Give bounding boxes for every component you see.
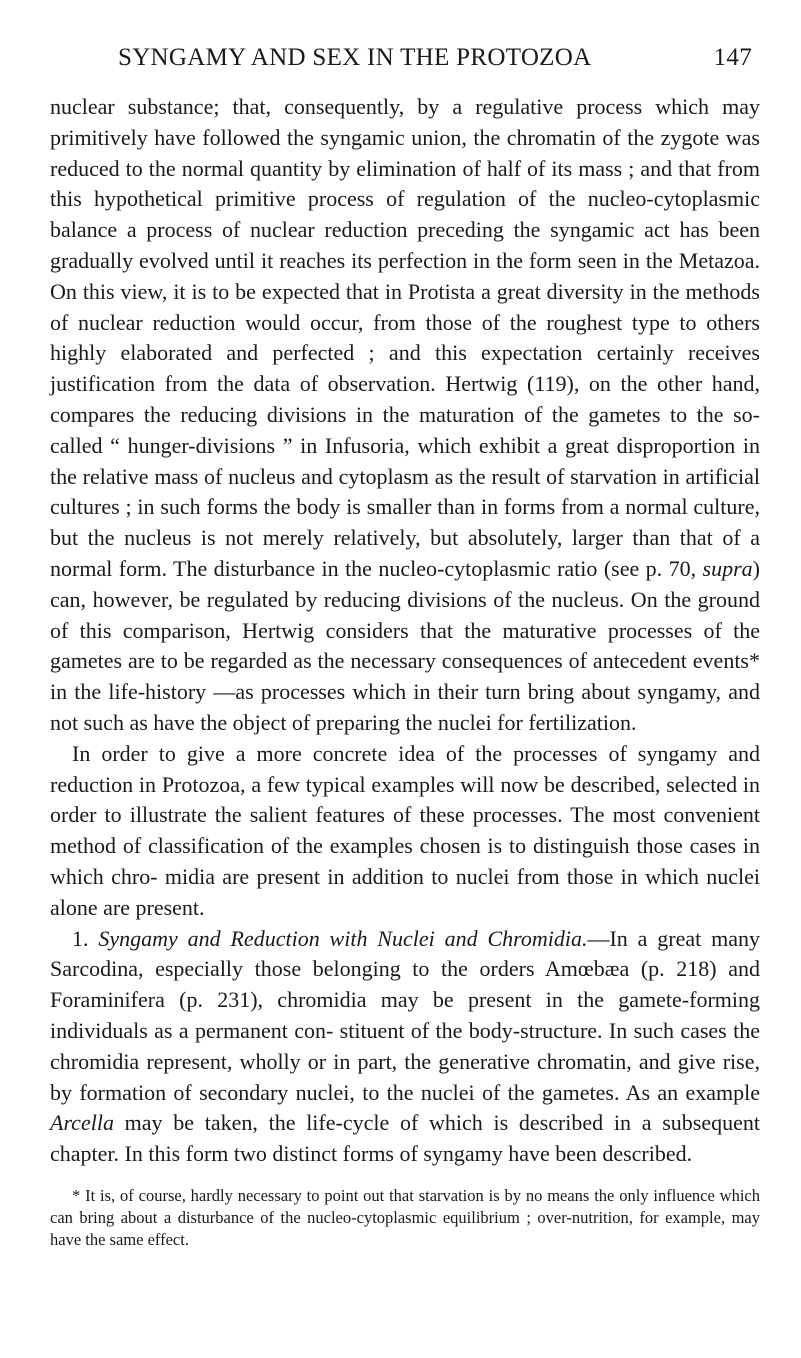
footnote bbox=[50, 1185, 760, 1251]
paragraph-text: may be taken, the life-cycle of which is described in a subsequent chapter. In this form two distinct forms of syngamy have been described. bbox=[50, 1110, 760, 1167]
body-text bbox=[50, 92, 760, 1170]
italic-term: Arcella bbox=[50, 1110, 114, 1136]
paragraph-section-1 bbox=[50, 924, 760, 1170]
paragraph-continued bbox=[50, 92, 760, 739]
paragraph-text: —In a great many Sarcodina, especially those belonging to the orders Amœbæa (p. 218) and Foraminifera (p. 231), chromidia may be present in the gamete-forming individuals as a permanent con- stituent of the body-structure. In such cases the chromidia represent, wholly or in part, the generative chromatin, and give rise, by formation of secondary nuclei, to the nuclei of the gametes. As an example bbox=[50, 925, 760, 1105]
italic-term: supra bbox=[702, 555, 753, 581]
footnote-text: * It is, of course, hardly necessary to point out that starvation is by no means the only influence which can bring about a disturbance of the nucleo-cytoplasmic equilibrium ; over-nutrition, for example, may have the same effect. bbox=[50, 1186, 760, 1249]
paragraph-text: nuclear substance; that, consequently, by a regulative process which may primitively have followed the syngamic union, the chromatin of the zygote was reduced to the normal quantity by elimination of half of its mass ; and that from this hypothetical primitive process of regulation of the nucleo-cytoplasmic balance a process of nuclear reduction preceding the syngamic act has been gradually evolved until it reaches its perfection in the form seen in the Metazoa. On this view, it is to be expected that in Protista a great diversity in the methods of nuclear reduction would occur, from those of the roughest type to others highly elaborated and perfected ; and this expectation certainly receives justification from the data of observation. Hertwig (119), on the other hand, compares the reducing divisions in the maturation of the gametes to the so-called “ hunger-divisions ” in Infusoria, which exhibit a great disproportion in the relative mass of nucleus and cytoplasm as the result of starvation in artificial cultures ; in such forms the body is smaller than in forms from a normal culture, but the nucleus is not merely relatively, but absolutely, larger than that of a normal form. The disturbance in the nucleo-cytoplasmic ratio (see p. 70, bbox=[50, 94, 760, 581]
paragraph-text: ) can, however, be regulated by reducing divisions of the nucleus. On the ground of this comparison, Hertwig considers that the maturative processes of the gametes are to be regarded as the necessary consequences of antecedent events* in the life-history —as processes which in their turn bring about syngamy, and not such as have the object of preparing the nuclei for fertilization. bbox=[50, 555, 760, 735]
running-head bbox=[50, 44, 760, 78]
running-title: SYNGAMY AND SEX IN THE PROTOZOA bbox=[118, 44, 592, 71]
paragraph: In order to give a more concrete idea of the processes of syngamy and reduction in Protozoa, a few typical examples will now be described, selected in order to illustrate the salient features of these processes. The most convenient method of classification of the examples chosen is to distinguish those cases in which chro- midia are present in addition to nuclei from those in which nuclei alone are present. bbox=[50, 740, 760, 920]
page-number: 147 bbox=[713, 44, 752, 71]
section-number: 1. bbox=[72, 925, 99, 951]
section-heading: Syngamy and Reduction with Nuclei and Chromidia. bbox=[98, 925, 588, 951]
book-page bbox=[50, 0, 760, 1358]
